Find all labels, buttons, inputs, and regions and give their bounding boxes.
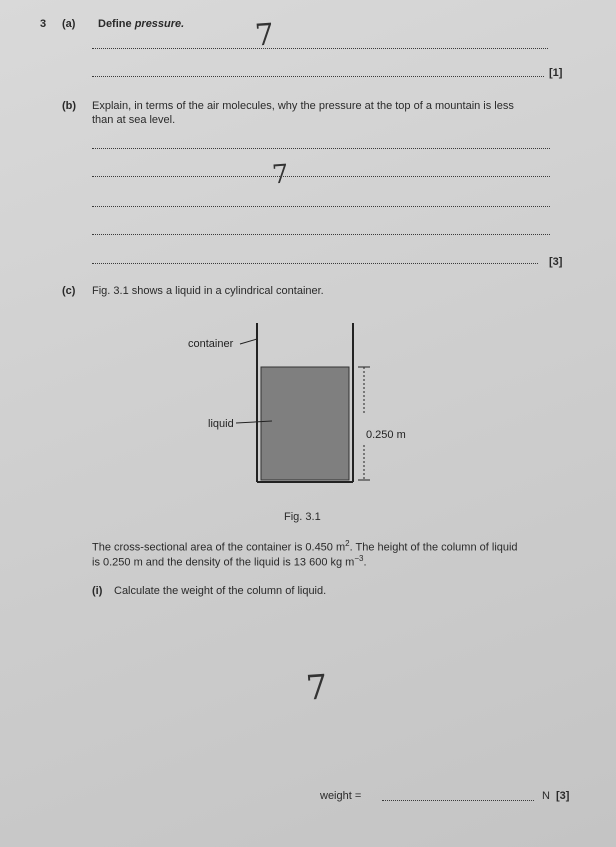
area-exponent: 2 — [345, 539, 350, 548]
liquid-label: liquid — [208, 418, 234, 430]
answer-line-a2[interactable] — [92, 76, 544, 77]
area-value: 0.450 m — [305, 541, 346, 554]
text-segment: . The height of the column of liquid — [349, 541, 518, 554]
part-c-i-prompt: Calculate the weight of the column of liquid. — [114, 585, 327, 597]
pen-mark: 7 — [270, 159, 290, 191]
answer-line-b1[interactable] — [92, 148, 550, 149]
density-exponent: −3 — [354, 554, 364, 563]
part-a-prompt-text: Define — [98, 18, 132, 30]
liquid-column — [261, 367, 349, 480]
height-label: 0.250 m — [366, 429, 406, 441]
figure-caption: Fig. 3.1 — [284, 511, 321, 523]
part-c-i-label: (i) — [92, 585, 103, 597]
part-c-intro: Fig. 3.1 shows a liquid in a cylindrical container. — [92, 285, 324, 297]
part-a-prompt-term: pressure. — [134, 18, 185, 30]
density-value: 13 600 kg m — [293, 556, 355, 569]
part-b-label: (b) — [62, 100, 77, 112]
part-a-marks: [1] — [549, 67, 563, 79]
text-segment: . — [363, 556, 367, 569]
part-b-marks: [3] — [549, 256, 563, 268]
pen-mark: 7 — [253, 17, 276, 54]
part-b-line1: Explain, in terms of the air molecules, why the pressure at the top of a mountain is less — [92, 100, 514, 112]
part-c-text-line2 — [92, 552, 367, 570]
part-a-prompt — [98, 18, 184, 31]
answer-line-weight[interactable] — [382, 800, 534, 801]
part-a-label: (a) — [62, 18, 76, 30]
answer-line-b3[interactable] — [92, 206, 550, 207]
answer-label: weight = — [320, 790, 362, 802]
part-c-i-marks: [3] — [556, 790, 570, 802]
part-b-line2: than at sea level. — [92, 114, 176, 126]
figure-container-diagram — [180, 315, 410, 495]
answer-line-b2[interactable] — [92, 176, 550, 177]
text-segment: is 0.250 m and the density of the liquid is — [92, 556, 294, 569]
question-number: 3 — [40, 18, 47, 30]
answer-line-a1[interactable] — [92, 48, 548, 49]
pen-mark: 7 — [304, 667, 330, 709]
part-c-label: (c) — [62, 285, 76, 297]
container-label: container — [188, 338, 234, 350]
answer-line-b4[interactable] — [92, 234, 550, 235]
text-segment: The cross-sectional area of the container is — [92, 541, 306, 554]
container-leader-line — [240, 339, 257, 344]
answer-unit: N — [542, 790, 550, 802]
answer-line-b5[interactable] — [92, 263, 538, 264]
